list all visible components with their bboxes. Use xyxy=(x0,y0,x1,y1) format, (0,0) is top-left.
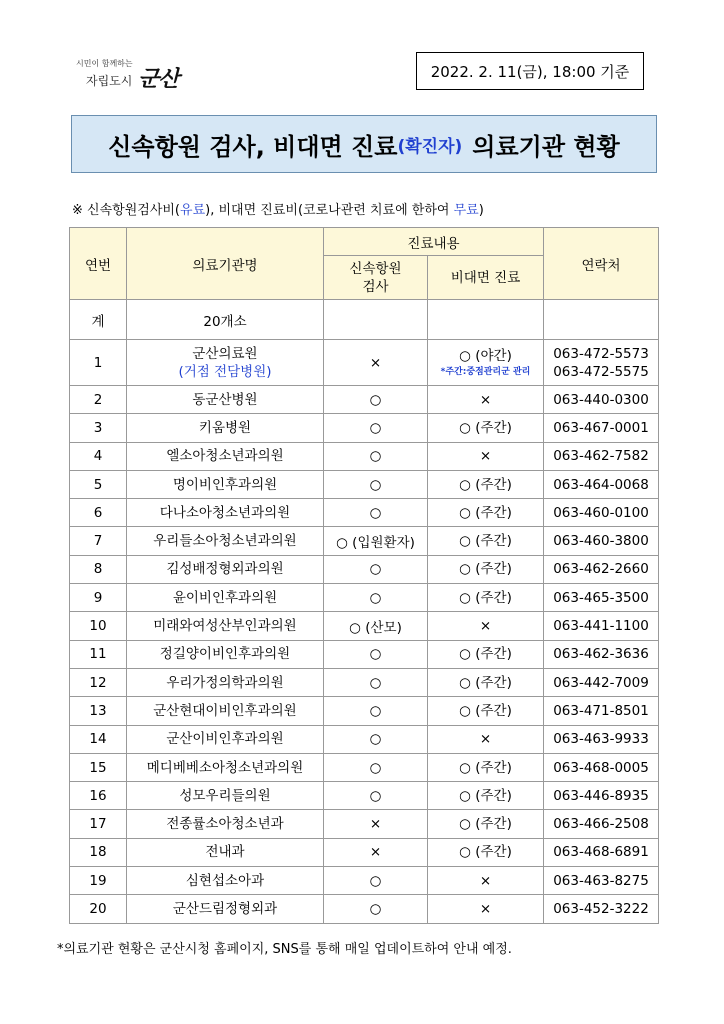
row-no-text: 10 xyxy=(89,618,107,635)
row-name-text: 키움병원 xyxy=(198,419,252,436)
row-remote-text: ○ (야간) xyxy=(459,347,512,364)
row-phone xyxy=(544,527,659,555)
row-name xyxy=(127,895,324,923)
row-remote xyxy=(428,668,544,696)
row-no-text: 20 xyxy=(89,900,107,917)
notice-paid: 유료 xyxy=(180,203,206,218)
row-phone xyxy=(544,867,659,895)
row-phone-text: 063-463-9933 xyxy=(553,731,649,748)
row-remote xyxy=(428,697,544,725)
row-rapid-text: ○ xyxy=(369,504,382,521)
row-name-text: 김성배정형외과의원 xyxy=(166,561,284,578)
row-remote-text: × xyxy=(479,731,492,748)
row-rapid xyxy=(324,867,428,895)
row-name xyxy=(127,340,324,386)
row-no-text: 18 xyxy=(89,844,107,861)
row-no xyxy=(70,753,127,781)
table-row xyxy=(70,527,659,555)
row-rapid-text: ○ (산모) xyxy=(349,620,402,637)
row-name-text: 다나소아청소년과의원 xyxy=(159,504,291,521)
row-rapid xyxy=(324,470,428,498)
row-remote xyxy=(428,499,544,527)
row-no-text: 11 xyxy=(89,646,107,663)
row-remote-text: × xyxy=(479,391,492,408)
row-name xyxy=(127,725,324,753)
table-row xyxy=(70,895,659,923)
row-name-text: 전내과 xyxy=(205,844,245,861)
row-remote-note: *주간:중점관리군 관리 xyxy=(440,366,531,377)
row-rapid-text: ○ xyxy=(369,759,382,776)
table-row xyxy=(70,697,659,725)
row-name-text: 동군산병원 xyxy=(192,391,258,408)
row-name-text: 군산현대이비인후과의원 xyxy=(153,702,297,719)
row-no xyxy=(70,725,127,753)
row-no-text: 13 xyxy=(89,702,107,719)
row-name xyxy=(127,555,324,583)
row-remote-text: × xyxy=(479,448,492,465)
row-remote xyxy=(428,895,544,923)
row-remote xyxy=(428,753,544,781)
row-rapid-text: ○ xyxy=(369,448,382,465)
row-rapid-text: ○ xyxy=(369,646,382,663)
row-phone xyxy=(544,640,659,668)
row-remote-text: ○ (주간) xyxy=(459,674,512,691)
row-name-sub: (거점 전담병원) xyxy=(178,363,272,380)
row-phone xyxy=(544,584,659,612)
row-phone-text: 063-446-8935 xyxy=(553,787,649,804)
row-phone xyxy=(544,470,659,498)
table-row xyxy=(70,499,659,527)
row-no-text: 4 xyxy=(93,448,103,465)
row-name-text: 명이비인후과의원 xyxy=(172,476,278,493)
fee-notice xyxy=(72,199,484,218)
row-rapid xyxy=(324,612,428,640)
row-name xyxy=(127,838,324,866)
row-no xyxy=(70,838,127,866)
row-name-text: 메디베베소아청소년과의원 xyxy=(146,759,304,776)
row-name-text: 우리가정의학과의원 xyxy=(166,674,284,691)
row-phone-text: 063-467-0001 xyxy=(553,419,649,436)
row-no-text: 5 xyxy=(93,476,103,493)
row-no-text: 8 xyxy=(93,561,103,578)
row-name-text: 정길양이비인후과의원 xyxy=(159,646,291,663)
row-rapid xyxy=(324,725,428,753)
row-remote xyxy=(428,867,544,895)
row-name xyxy=(127,640,324,668)
notice-free: 무료 xyxy=(453,203,479,218)
row-remote xyxy=(428,340,544,386)
row-phone-text: 063-462-7582 xyxy=(553,448,649,465)
row-name xyxy=(127,584,324,612)
row-phone xyxy=(544,499,659,527)
row-phone-text: 063-442-7009 xyxy=(553,674,649,691)
row-rapid xyxy=(324,527,428,555)
notice-part-2: ), 비대면 진료비(코로나관련 치료에 한하여 xyxy=(205,203,454,218)
logo-tagline: 시민이 함께하는 xyxy=(76,59,133,68)
row-rapid xyxy=(324,697,428,725)
row-no-text: 19 xyxy=(89,872,107,889)
row-no xyxy=(70,668,127,696)
row-phone xyxy=(544,810,659,838)
row-rapid-text: ○ xyxy=(369,674,382,691)
row-no-text: 6 xyxy=(93,504,103,521)
footer-note: *의료기관 현황은 군산시청 홈페이지, SNS를 통해 매일 업데이트하여 안내 예정. xyxy=(57,942,512,957)
row-no-text: 7 xyxy=(93,533,103,550)
row-phone xyxy=(544,895,659,923)
row-no xyxy=(70,340,127,386)
notice-part-3: ) xyxy=(478,203,484,218)
row-name xyxy=(127,753,324,781)
row-phone-text: 063-471-8501 xyxy=(553,702,649,719)
row-phone-text: 063-462-3636 xyxy=(553,646,649,663)
row-remote-text: ○ (주간) xyxy=(459,419,512,436)
row-phone xyxy=(544,782,659,810)
header-remote: 비대면 진료 xyxy=(428,256,544,300)
table-row xyxy=(70,555,659,583)
row-remote xyxy=(428,527,544,555)
row-remote-text: ○ (주간) xyxy=(459,504,512,521)
row-no xyxy=(70,499,127,527)
row-name xyxy=(127,867,324,895)
row-rapid xyxy=(324,895,428,923)
row-remote-text: ○ (주간) xyxy=(459,646,512,663)
row-phone xyxy=(544,414,659,442)
row-remote-text: × xyxy=(479,872,492,889)
row-phone xyxy=(544,725,659,753)
row-remote-text: ○ (주간) xyxy=(459,702,512,719)
row-no xyxy=(70,555,127,583)
notice-part-1: ※ 신속항원검사비( xyxy=(72,203,181,218)
table-row xyxy=(70,640,659,668)
table-row xyxy=(70,584,659,612)
row-name xyxy=(127,697,324,725)
row-rapid-text: × xyxy=(369,354,382,371)
row-phone-text: 063-468-6891 xyxy=(553,844,649,861)
row-name-text: 성모우리들의원 xyxy=(179,787,271,804)
title-main-1: 신속항원 검사, 비대면 진료 xyxy=(108,132,398,161)
row-phone-text: 063-465-3500 xyxy=(553,589,649,606)
row-name xyxy=(127,442,324,470)
row-remote xyxy=(428,584,544,612)
row-remote-text: ○ (주간) xyxy=(459,844,512,861)
row-no-text: 12 xyxy=(89,674,107,691)
row-remote-text: ○ (주간) xyxy=(459,561,512,578)
row-remote-text: ○ (주간) xyxy=(459,533,512,550)
table-row xyxy=(70,386,659,414)
row-name xyxy=(127,414,324,442)
row-name-text: 군산드림정형외과 xyxy=(172,900,278,917)
row-no xyxy=(70,895,127,923)
row-phone-text: 063-440-0300 xyxy=(553,391,649,408)
total-count: 20개소 xyxy=(127,300,324,340)
row-name-text: 군산의료원 xyxy=(192,345,258,362)
clinic-table xyxy=(69,227,659,924)
row-remote-text: × xyxy=(479,900,492,917)
date-box: 2022. 2. 11(금), 18:00 기준 xyxy=(416,52,644,90)
row-name-text: 미래와여성산부인과의원 xyxy=(153,618,297,635)
row-name-text: 군산이비인후과의원 xyxy=(166,731,284,748)
row-remote xyxy=(428,640,544,668)
row-rapid xyxy=(324,753,428,781)
row-phone-text: 063-462-2660 xyxy=(553,561,649,578)
total-label: 계 xyxy=(70,300,127,340)
total-row xyxy=(70,300,659,340)
table-row xyxy=(70,668,659,696)
row-rapid-text: ○ xyxy=(369,731,382,748)
row-rapid xyxy=(324,555,428,583)
row-phone-text: 063-452-3222 xyxy=(553,900,649,917)
row-phone xyxy=(544,340,659,386)
row-rapid-text: ○ (입원환자) xyxy=(336,535,415,552)
page-title xyxy=(71,115,657,173)
header-no: 연번 xyxy=(70,228,127,300)
row-phone xyxy=(544,612,659,640)
row-rapid xyxy=(324,640,428,668)
row-remote-text: ○ (주간) xyxy=(459,787,512,804)
row-name-text: 전종률소아청소년과 xyxy=(166,816,284,833)
row-no-text: 1 xyxy=(93,354,103,371)
row-no-text: 17 xyxy=(89,816,107,833)
row-rapid xyxy=(324,838,428,866)
row-rapid-text: ○ xyxy=(369,872,382,889)
row-phone xyxy=(544,838,659,866)
row-rapid-text: ○ xyxy=(369,476,382,493)
row-no-text: 3 xyxy=(93,419,103,436)
row-remote-text: ○ (주간) xyxy=(459,759,512,776)
row-phone xyxy=(544,442,659,470)
row-phone xyxy=(544,555,659,583)
table-row xyxy=(70,838,659,866)
row-phone xyxy=(544,668,659,696)
logo-mark: 군산 xyxy=(138,66,179,92)
row-no xyxy=(70,697,127,725)
row-rapid xyxy=(324,668,428,696)
header-name: 의료기관명 xyxy=(127,228,324,300)
row-no xyxy=(70,414,127,442)
row-no-text: 2 xyxy=(93,391,103,408)
title-highlight: (확진자) xyxy=(397,136,463,157)
row-remote xyxy=(428,386,544,414)
row-no xyxy=(70,867,127,895)
row-remote xyxy=(428,442,544,470)
row-name xyxy=(127,668,324,696)
row-rapid xyxy=(324,810,428,838)
row-remote-text: ○ (주간) xyxy=(459,476,512,493)
row-phone-text: 063-472-5573 xyxy=(553,345,649,362)
table-row xyxy=(70,442,659,470)
table-row xyxy=(70,725,659,753)
table-row xyxy=(70,612,659,640)
row-rapid-text: ○ xyxy=(369,702,382,719)
row-rapid-text: × xyxy=(369,816,382,833)
row-no xyxy=(70,782,127,810)
row-name xyxy=(127,470,324,498)
row-no xyxy=(70,386,127,414)
row-no xyxy=(70,810,127,838)
logo-name: 자립도시 xyxy=(86,74,133,88)
row-name xyxy=(127,810,324,838)
row-remote xyxy=(428,782,544,810)
row-name xyxy=(127,527,324,555)
row-name xyxy=(127,386,324,414)
row-remote xyxy=(428,838,544,866)
row-no xyxy=(70,442,127,470)
table-row xyxy=(70,782,659,810)
row-phone-text: 063-441-1100 xyxy=(553,618,649,635)
row-phone-text: 063-460-0100 xyxy=(553,504,649,521)
row-rapid-text: ○ xyxy=(369,787,382,804)
city-logo xyxy=(76,54,196,92)
header-group: 진료내용 xyxy=(324,228,544,256)
table-row xyxy=(70,340,659,386)
row-name-text: 엘소아청소년과의원 xyxy=(166,448,284,465)
row-remote xyxy=(428,470,544,498)
row-phone-text: 063-463-8275 xyxy=(553,872,649,889)
row-no-text: 9 xyxy=(93,589,103,606)
row-phone-text: 063-466-2508 xyxy=(553,816,649,833)
title-main-2: 의료기관 현황 xyxy=(472,132,620,161)
row-rapid xyxy=(324,386,428,414)
row-name xyxy=(127,612,324,640)
row-name-text: 심현섭소아과 xyxy=(185,872,265,889)
row-name xyxy=(127,499,324,527)
row-phone-text: 063-460-3800 xyxy=(553,533,649,550)
row-phone-text: 063-464-0068 xyxy=(553,476,649,493)
row-rapid xyxy=(324,340,428,386)
row-no-text: 16 xyxy=(89,787,107,804)
row-name xyxy=(127,782,324,810)
row-no xyxy=(70,527,127,555)
row-remote xyxy=(428,414,544,442)
row-rapid-text: × xyxy=(369,844,382,861)
row-remote xyxy=(428,555,544,583)
row-rapid-text: ○ xyxy=(369,900,382,917)
header-contact: 연락처 xyxy=(544,228,659,300)
table-row xyxy=(70,470,659,498)
row-rapid-text: ○ xyxy=(369,419,382,436)
row-rapid-text: ○ xyxy=(369,589,382,606)
row-rapid xyxy=(324,499,428,527)
row-phone-text: 063-468-0005 xyxy=(553,759,649,776)
row-phone2-text: 063-472-5575 xyxy=(553,363,649,380)
row-no xyxy=(70,584,127,612)
row-rapid-text: ○ xyxy=(369,561,382,578)
table-row xyxy=(70,810,659,838)
row-rapid xyxy=(324,782,428,810)
row-no xyxy=(70,612,127,640)
row-phone xyxy=(544,386,659,414)
row-no-text: 15 xyxy=(89,759,107,776)
row-name-text: 우리들소아청소년과의원 xyxy=(153,533,297,550)
row-remote-text: ○ (주간) xyxy=(459,816,512,833)
row-remote-text: × xyxy=(479,618,492,635)
table-row xyxy=(70,867,659,895)
header-rapid: 신속항원 검사 xyxy=(324,256,428,300)
row-remote-text: ○ (주간) xyxy=(459,589,512,606)
row-name-text: 윤이비인후과의원 xyxy=(172,589,278,606)
row-phone xyxy=(544,697,659,725)
row-no-text: 14 xyxy=(89,731,107,748)
row-remote xyxy=(428,810,544,838)
row-phone xyxy=(544,753,659,781)
table-row xyxy=(70,414,659,442)
row-rapid xyxy=(324,584,428,612)
row-remote xyxy=(428,612,544,640)
row-rapid xyxy=(324,414,428,442)
row-no xyxy=(70,640,127,668)
table-row xyxy=(70,753,659,781)
row-remote xyxy=(428,725,544,753)
row-rapid xyxy=(324,442,428,470)
row-no xyxy=(70,470,127,498)
row-rapid-text: ○ xyxy=(369,391,382,408)
